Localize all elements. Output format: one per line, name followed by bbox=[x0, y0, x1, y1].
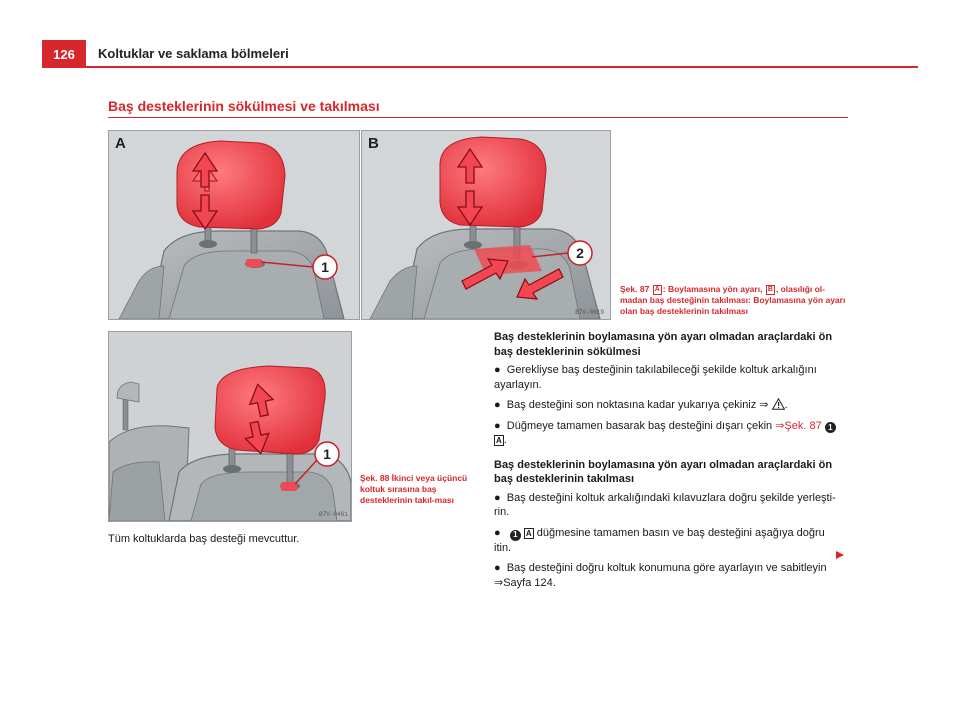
bullet-6 bbox=[494, 561, 842, 590]
figure-87-code: B7V-0619 bbox=[575, 309, 604, 316]
bullet-4-text: Baş desteğini koltuk arkalığındaki kılavuzlara doğru şekilde yerleşti-rin. bbox=[494, 491, 836, 519]
figure-88 bbox=[108, 331, 352, 522]
bullet-2-text: Baş desteğini son noktasına kadar yukarıya çekiniz ⇒ bbox=[506, 399, 769, 411]
bullet-6-text: Baş desteğini doğru koltuk konumuna göre ayarlayın ve sabitleyin bbox=[506, 562, 827, 574]
header-rule bbox=[42, 66, 918, 68]
key-a-icon: A bbox=[496, 436, 502, 446]
bullet-3-text: Düğmeye tamamen basarak baş desteğini dışarı çekin bbox=[506, 419, 773, 432]
panel-letter-b: B bbox=[368, 135, 379, 152]
panel-letter-a: A bbox=[115, 135, 126, 152]
callout-number-1: 1 bbox=[825, 422, 836, 433]
bullet-5 bbox=[494, 526, 842, 555]
caption-87-part2: , olasılığı ol-madan baş desteğinin takılması: Boylamasına yön ayarı olan baş desteklerinin takılması bbox=[620, 284, 846, 316]
bullet-1-text: Gerekliyse baş desteğinin takılabileceği şekilde koltuk arkalığını ayarlayın. bbox=[494, 364, 817, 391]
bullet-dot: ● bbox=[494, 419, 501, 432]
bullet-dot: ● bbox=[494, 399, 501, 411]
callout-1-a: 1 bbox=[321, 259, 329, 275]
figure-87-link[interactable]: ⇒Şek. 87 bbox=[775, 419, 822, 432]
left-paragraph: Tüm koltuklarda baş desteği mevcuttur. bbox=[108, 533, 300, 545]
page-number: 126 bbox=[42, 40, 86, 68]
section-title: Baş desteklerinin sökülmesi ve takılması bbox=[108, 98, 380, 114]
key-a-icon: A bbox=[525, 528, 532, 538]
caption-key-a: A bbox=[654, 286, 660, 293]
bullet-dot: ● bbox=[494, 562, 501, 574]
bullet-5-text: düğmesine tamamen basın ve baş desteğini aşağıya doğru itin. bbox=[494, 526, 825, 554]
headrest-illustration-c bbox=[109, 332, 351, 521]
caption-87-part1: : Boylamasına yön ayarı, bbox=[662, 284, 763, 294]
figure-88-caption: Şek. 88 İkinci veya üçüncü koltuk sırasına baş desteklerinin takıl-ması bbox=[360, 473, 468, 505]
figure-88-code: B7V-0461 bbox=[319, 511, 348, 518]
running-title: Koltuklar ve saklama bölmeleri bbox=[98, 46, 289, 61]
warning-icon bbox=[772, 398, 785, 410]
callout-number-1: 1 bbox=[510, 530, 521, 541]
bullet-3 bbox=[494, 419, 842, 448]
bullet-2 bbox=[494, 398, 842, 413]
bullet-dot: ● bbox=[494, 526, 501, 539]
bullet-4 bbox=[494, 491, 842, 520]
bullet-dot: ● bbox=[494, 491, 501, 504]
bullet-1 bbox=[494, 363, 842, 392]
section-rule bbox=[108, 117, 848, 118]
next-page-arrow-icon[interactable] bbox=[835, 550, 845, 560]
headrest-illustration-b bbox=[362, 131, 610, 319]
figure-87-panel-b bbox=[361, 130, 611, 320]
page-124-link[interactable]: ⇒Sayfa 124. bbox=[494, 576, 556, 589]
callout-2-b: 2 bbox=[576, 245, 584, 261]
bullet-3-end: . bbox=[503, 434, 507, 447]
headrest-illustration-a bbox=[109, 131, 359, 319]
heading-removal: Baş desteklerinin boylamasına yön ayarı olmadan araçlardaki ön baş desteklerinin sökülmesi bbox=[494, 331, 833, 358]
figure-87-caption bbox=[620, 284, 852, 317]
figure-87-panel-a bbox=[108, 130, 360, 320]
caption-87-prefix: Şek. 87 bbox=[620, 284, 650, 294]
heading-installation: Baş desteklerinin boylamasına yön ayarı olmadan araçlardaki ön baş desteklerinin takılması bbox=[494, 458, 833, 486]
instructions bbox=[494, 330, 842, 596]
callout-1-c: 1 bbox=[323, 446, 331, 462]
caption-key-b: B bbox=[767, 286, 773, 293]
bullet-dot: ● bbox=[494, 364, 501, 376]
bullet-2-end: . bbox=[784, 399, 788, 411]
